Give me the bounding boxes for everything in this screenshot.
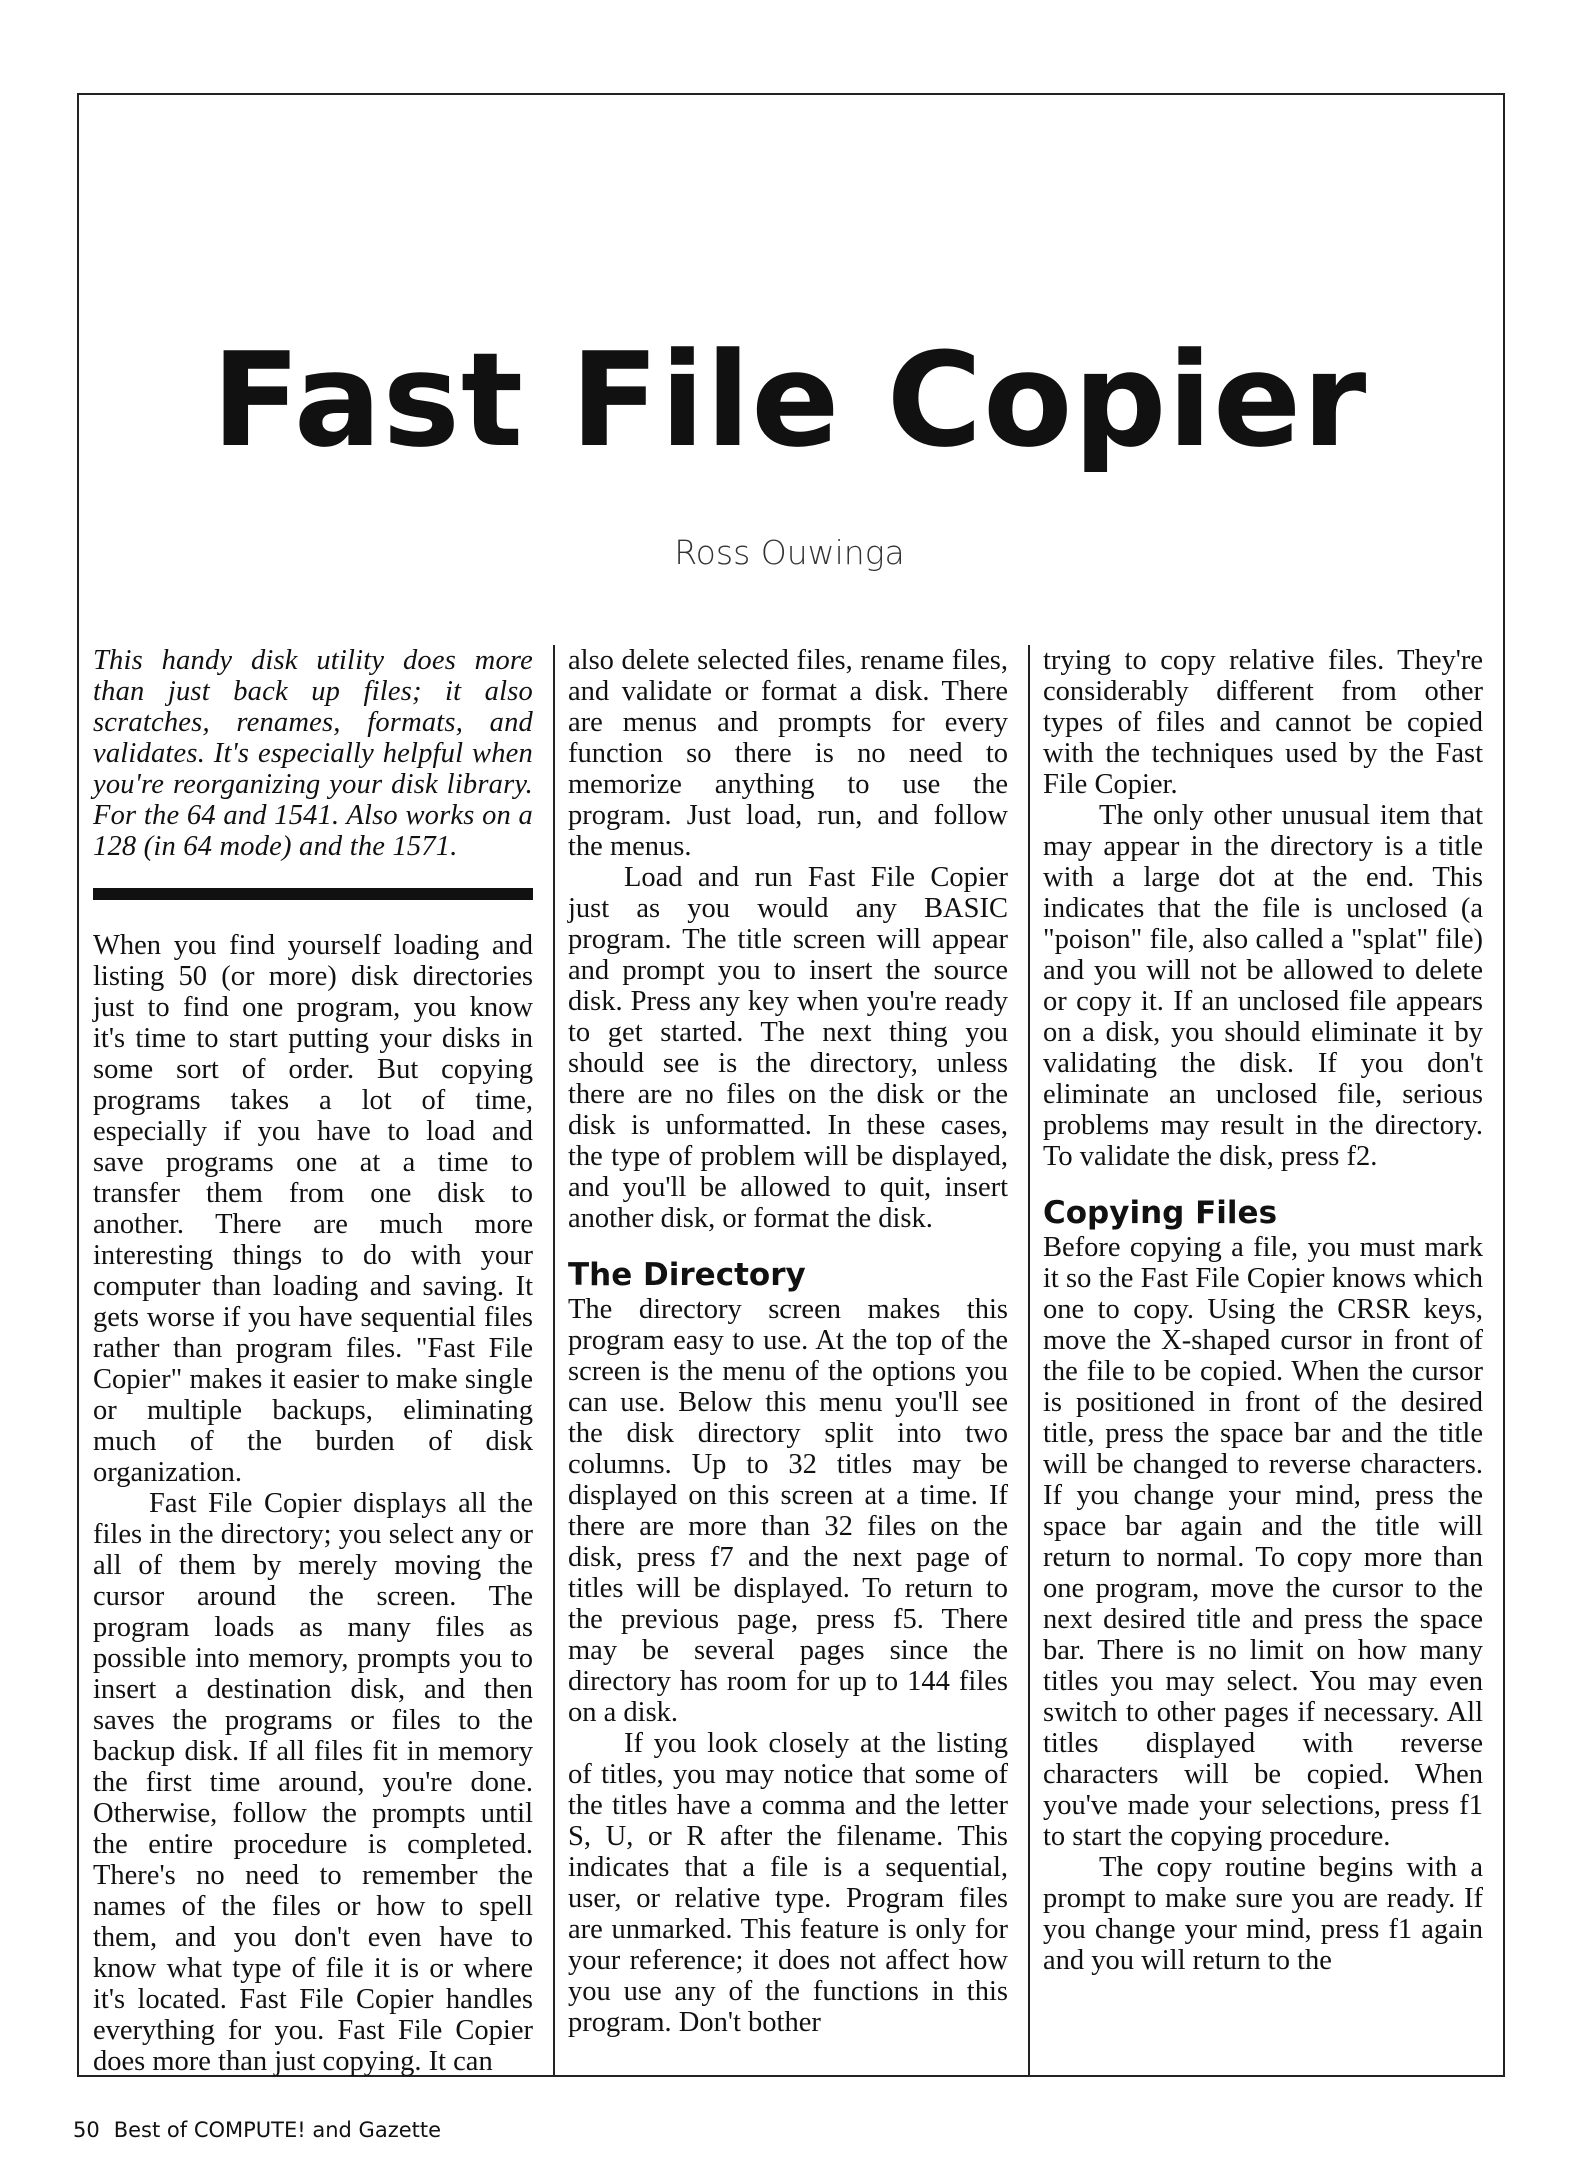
intro-divider-bar: [93, 888, 533, 900]
body-paragraph: The copy routine begins with a prompt to make sure you are ready. If you change your mind, press f1 again and you will return to the: [1043, 1852, 1483, 1976]
page-footer: [73, 2118, 455, 2142]
author-byline: Ross Ouwinga: [674, 533, 905, 572]
publication-name: Best of COMPUTE! and Gazette: [113, 2118, 442, 2142]
column-divider: [1028, 645, 1030, 2075]
column-divider: [553, 645, 555, 2075]
column-3: [1043, 645, 1483, 1976]
intro-blurb: This handy disk utility does more than just back up files; it also scratches, renames, formats, and validates. It's especially helpful when you're reorganizing your disk library. For the 64 and 1541. Also works on a 128 (in 64 mode) and the 1571.: [93, 645, 533, 862]
body-paragraph: When you find yourself loading and listing 50 (or more) disk directories just to find one program, you know it's time to start putting your disks in some sort of order. But copying programs takes a lot of time, especially if you have to load and save programs one at a time to transfer them from one disk to another. There are much more interesting things to do with your computer than loading and saving. It gets worse if you have sequential files rather than program files. "Fast File Copier" makes it easier to make single or multiple backups, eliminating much of the burden of disk organization.: [93, 930, 533, 1488]
body-paragraph: The directory screen makes this program easy to use. At the top of the screen is the menu of the options you can use. Below this menu you'll see the disk directory split into two columns. Up to 32 titles may be displayed on this screen at a time. If there are more than 32 files on the disk, press f7 and the next page of titles will be displayed. To return to the previous page, press f5. There may be several pages since the directory has room for up to 144 files on a disk.: [568, 1294, 1008, 1728]
body-paragraph: If you look closely at the listing of titles, you may notice that some of the titles have a comma and the letter S, U, or R after the filename. This indicates that a file is a sequential, user, or relative type. Program files are unmarked. This feature is only for your reference; it does not affect how you use any of the functions in this program. Don't bother: [568, 1728, 1008, 2038]
body-paragraph: Fast File Copier displays all the files in the directory; you select any or all of them by merely moving the cursor around the screen. The program loads as many files as possible into memory, prompts you to insert a destination disk, and then saves the programs or files to the backup disk. If all files fit in memory the first time around, you're done. Otherwise, follow the prompts until the entire procedure is completed. There's no need to remember the names of the files or how to spell them, and you don't even have to know what type of file it is or where it's located. Fast File Copier handles everything for you. Fast File Copier does more than just copying. It can: [93, 1488, 533, 2077]
body-paragraph: also delete selected files, rename files, and validate or format a disk. There are menus and prompts for every function so there is no need to memorize anything to use the program. Just load, run, and follow the menus.: [568, 645, 1008, 862]
body-paragraph: Before copying a file, you must mark it so the Fast File Copier knows which one to copy. Using the CRSR keys, move the X-shaped cursor in front of the file to be copied. When the cursor is positioned in front of the desired title, press the space bar and the title will be changed to reverse characters. If you change your mind, press the space bar again and the title will return to normal. To copy more than one program, move the cursor to the next desired title and press the space bar. There is no limit on how many titles you may select. You may even switch to other pages if necessary. All titles displayed with reverse characters will be copied. When you've made your selections, press f1 to start the copying procedure.: [1043, 1232, 1483, 1852]
section-heading: The Directory: [568, 1257, 806, 1293]
article-title: Fast File Copier: [211, 324, 1368, 476]
column-2: [568, 645, 1008, 2038]
body-paragraph: trying to copy relative files. They're considerably different from other types of files and cannot be copied with the techniques used by the Fast File Copier.: [1043, 645, 1483, 800]
body-paragraph: Load and run Fast File Copier just as you would any BASIC program. The title screen will appear and prompt you to insert the source disk. Press any key when you're ready to get started. The next thing you should see is the directory, unless there are no files on the disk or the disk is unformatted. In these cases, the type of problem will be displayed, and you'll be allowed to quit, insert another disk, or format the disk.: [568, 862, 1008, 1234]
section-heading: Copying Files: [1043, 1195, 1278, 1231]
page-number: 50: [73, 2118, 100, 2142]
body-paragraph: The only other unusual item that may appear in the directory is a title with a large dot at the end. This indicates that the file is unclosed (a "poison" file, also called a "splat" file) and you will not be allowed to delete or copy it. If an unclosed file appears on a disk, you should eliminate it by validating the disk. If you don't eliminate an unclosed file, serious problems may result in the directory. To validate the disk, press f2.: [1043, 800, 1483, 1172]
column-1: [93, 645, 533, 2077]
